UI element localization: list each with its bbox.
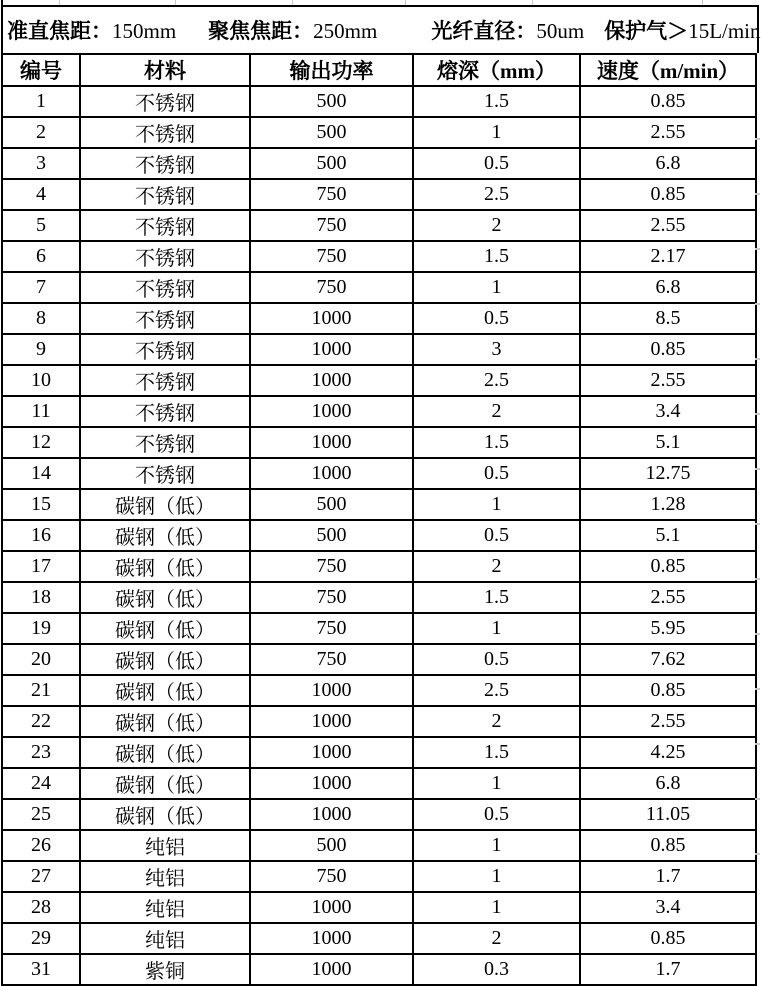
cell-depth: 2 [413,396,580,427]
cell-material: 不锈钢 [80,303,250,334]
cell-power: 500 [250,117,413,148]
cell-depth: 2.5 [413,365,580,396]
cell-power: 750 [250,272,413,303]
cell-power: 750 [250,551,413,582]
cell-power: 1000 [250,365,413,396]
cell-id: 31 [2,954,80,985]
cell-material: 碳钢（低） [80,489,250,520]
cell-id: 5 [2,210,80,241]
cell-power: 750 [250,179,413,210]
cell-id: 27 [2,861,80,892]
table-row [2,396,756,427]
column-header-speed: 速度（m/min） [580,54,756,86]
cell-speed: 0.85 [580,334,756,365]
info-collimation-focal-length [7,15,176,45]
cell-power: 1000 [250,458,413,489]
cell-id: 25 [2,799,80,830]
table-row [2,86,756,117]
cell-id: 14 [2,458,80,489]
cell-id: 21 [2,675,80,706]
info-value: 150mm [112,19,177,43]
parameters-info-bar [1,5,759,53]
cell-id: 24 [2,768,80,799]
table-row [2,520,756,551]
cell-material: 紫铜 [80,954,250,985]
cell-speed: 6.8 [580,148,756,179]
cell-speed: 4.25 [580,737,756,768]
cell-depth: 2.5 [413,675,580,706]
cell-id: 9 [2,334,80,365]
table-row [2,179,756,210]
cell-material: 碳钢（低） [80,675,250,706]
cell-power: 750 [250,861,413,892]
cell-material: 不锈钢 [80,148,250,179]
cell-id: 23 [2,737,80,768]
cell-material: 不锈钢 [80,272,250,303]
column-header-depth: 熔深（mm） [413,54,580,86]
cell-material: 碳钢（低） [80,520,250,551]
cell-speed: 0.85 [580,830,756,861]
cell-speed: 1.28 [580,489,756,520]
cell-depth: 0.5 [413,148,580,179]
info-focus-focal-length [208,15,377,45]
cell-power: 1000 [250,799,413,830]
cell-material: 碳钢（低） [80,613,250,644]
info-value: 50um [536,19,585,43]
cell-id: 2 [2,117,80,148]
cell-material: 碳钢（低） [80,799,250,830]
table-row [2,644,756,675]
cell-depth: 1 [413,272,580,303]
cell-material: 不锈钢 [80,117,250,148]
cell-power: 1000 [250,303,413,334]
cell-material: 不锈钢 [80,396,250,427]
table-row [2,954,756,985]
cell-power: 750 [250,210,413,241]
cell-speed: 0.85 [580,86,756,117]
cell-id: 7 [2,272,80,303]
table-row [2,117,756,148]
cell-material: 不锈钢 [80,427,250,458]
cell-speed: 7.62 [580,644,756,675]
cell-id: 10 [2,365,80,396]
gridline-stub [702,0,703,5]
table-row [2,706,756,737]
cell-id: 28 [2,892,80,923]
table-row [2,768,756,799]
info-label: 准直焦距： [7,19,112,43]
cell-power: 500 [250,830,413,861]
cell-material: 碳钢（低） [80,582,250,613]
info-fiber-diameter [431,15,584,45]
cell-id: 22 [2,706,80,737]
welding-parameters-table [1,53,757,986]
cell-material: 不锈钢 [80,241,250,272]
column-header-material: 材料 [80,54,250,86]
partial-row-above [1,0,757,5]
table-row [2,148,756,179]
column-header-power: 输出功率 [250,54,413,86]
cell-material: 不锈钢 [80,86,250,117]
cell-depth: 1 [413,489,580,520]
right-gutter-gridlines [755,85,760,884]
table-row [2,923,756,954]
cell-id: 18 [2,582,80,613]
cell-material: 纯铝 [80,830,250,861]
cell-depth: 1 [413,892,580,923]
cell-speed: 5.1 [580,427,756,458]
cell-depth: 1.5 [413,86,580,117]
cell-depth: 1 [413,768,580,799]
cell-material: 碳钢（低） [80,644,250,675]
cell-speed: 2.55 [580,706,756,737]
cell-material: 碳钢（低） [80,551,250,582]
cell-power: 500 [250,489,413,520]
info-label: 光纤直径： [431,19,537,43]
cell-id: 16 [2,520,80,551]
table-row [2,365,756,396]
info-shielding-gas [604,15,760,45]
table-row [2,458,756,489]
cell-id: 4 [2,179,80,210]
cell-power: 500 [250,86,413,117]
cell-id: 11 [2,396,80,427]
cell-power: 1000 [250,737,413,768]
header-row [2,54,756,86]
cell-id: 19 [2,613,80,644]
cell-speed: 11.05 [580,799,756,830]
cell-material: 不锈钢 [80,334,250,365]
cell-power: 1000 [250,675,413,706]
cell-power: 1000 [250,334,413,365]
cell-power: 1000 [250,768,413,799]
cell-power: 1000 [250,396,413,427]
cell-speed: 2.17 [580,241,756,272]
cell-power: 1000 [250,706,413,737]
table-row [2,675,756,706]
cell-depth: 1.5 [413,241,580,272]
cell-depth: 0.5 [413,458,580,489]
info-value: 250mm [313,19,378,43]
table-row [2,489,756,520]
cell-id: 1 [2,86,80,117]
cell-speed: 2.55 [580,365,756,396]
cell-depth: 1.5 [413,737,580,768]
cell-id: 17 [2,551,80,582]
cell-material: 纯铝 [80,923,250,954]
table-row [2,799,756,830]
cell-speed: 2.55 [580,210,756,241]
cell-depth: 0.3 [413,954,580,985]
cell-speed: 3.4 [580,396,756,427]
cell-depth: 1.5 [413,427,580,458]
cell-material: 碳钢（低） [80,768,250,799]
table-row [2,272,756,303]
gridline-stub [175,0,176,5]
cell-material: 不锈钢 [80,179,250,210]
cell-power: 1000 [250,954,413,985]
table-row [2,241,756,272]
cell-depth: 3 [413,334,580,365]
table-row [2,613,756,644]
cell-depth: 2 [413,551,580,582]
table-row [2,427,756,458]
cell-power: 1000 [250,923,413,954]
column-header-number: 编号 [2,54,80,86]
cell-power: 1000 [250,427,413,458]
table-row [2,861,756,892]
cell-depth: 0.5 [413,303,580,334]
cell-power: 500 [250,520,413,551]
gridline-stub [59,0,60,5]
cell-speed: 12.75 [580,458,756,489]
cell-depth: 2 [413,706,580,737]
cell-material: 碳钢（低） [80,706,250,737]
info-value: 15L/min [688,19,761,43]
cell-depth: 1 [413,117,580,148]
table-row [2,830,756,861]
cell-id: 29 [2,923,80,954]
info-label: 聚焦焦距： [208,19,314,43]
cell-id: 26 [2,830,80,861]
gridline-stub [532,0,533,5]
cell-speed: 5.1 [580,520,756,551]
cell-speed: 8.5 [580,303,756,334]
cell-depth: 1 [413,613,580,644]
cell-speed: 2.55 [580,582,756,613]
cell-power: 1000 [250,892,413,923]
table-body [2,86,756,985]
cell-power: 500 [250,148,413,179]
table-row [2,582,756,613]
cell-depth: 1.5 [413,582,580,613]
cell-id: 6 [2,241,80,272]
table-row [2,303,756,334]
table-row [2,334,756,365]
cell-speed: 3.4 [580,892,756,923]
cell-power: 750 [250,613,413,644]
cell-speed: 0.85 [580,675,756,706]
cell-material: 不锈钢 [80,458,250,489]
cell-id: 12 [2,427,80,458]
cell-id: 20 [2,644,80,675]
cell-material: 纯铝 [80,892,250,923]
cell-power: 750 [250,582,413,613]
cell-depth: 1 [413,830,580,861]
cell-material: 碳钢（低） [80,737,250,768]
cell-speed: 5.95 [580,613,756,644]
info-label: 保护气＞ [604,19,689,43]
cell-id: 15 [2,489,80,520]
cell-power: 750 [250,644,413,675]
cell-depth: 2 [413,210,580,241]
cell-speed: 1.7 [580,954,756,985]
cell-speed: 2.55 [580,117,756,148]
cell-power: 750 [250,241,413,272]
cell-material: 纯铝 [80,861,250,892]
gridline-stub [292,0,293,5]
cell-depth: 0.5 [413,644,580,675]
cell-depth: 1 [413,861,580,892]
cell-speed: 0.85 [580,551,756,582]
cell-speed: 0.85 [580,923,756,954]
cell-speed: 6.8 [580,272,756,303]
cell-speed: 0.85 [580,179,756,210]
cell-depth: 2 [413,923,580,954]
cell-depth: 0.5 [413,799,580,830]
cell-depth: 0.5 [413,520,580,551]
cell-id: 8 [2,303,80,334]
table-row [2,551,756,582]
table-row [2,892,756,923]
cell-id: 3 [2,148,80,179]
table-row [2,210,756,241]
cell-speed: 6.8 [580,768,756,799]
cell-depth: 2.5 [413,179,580,210]
cell-material: 不锈钢 [80,210,250,241]
cell-material: 不锈钢 [80,365,250,396]
table-row [2,737,756,768]
gridline-stub [405,0,406,5]
cell-speed: 1.7 [580,861,756,892]
